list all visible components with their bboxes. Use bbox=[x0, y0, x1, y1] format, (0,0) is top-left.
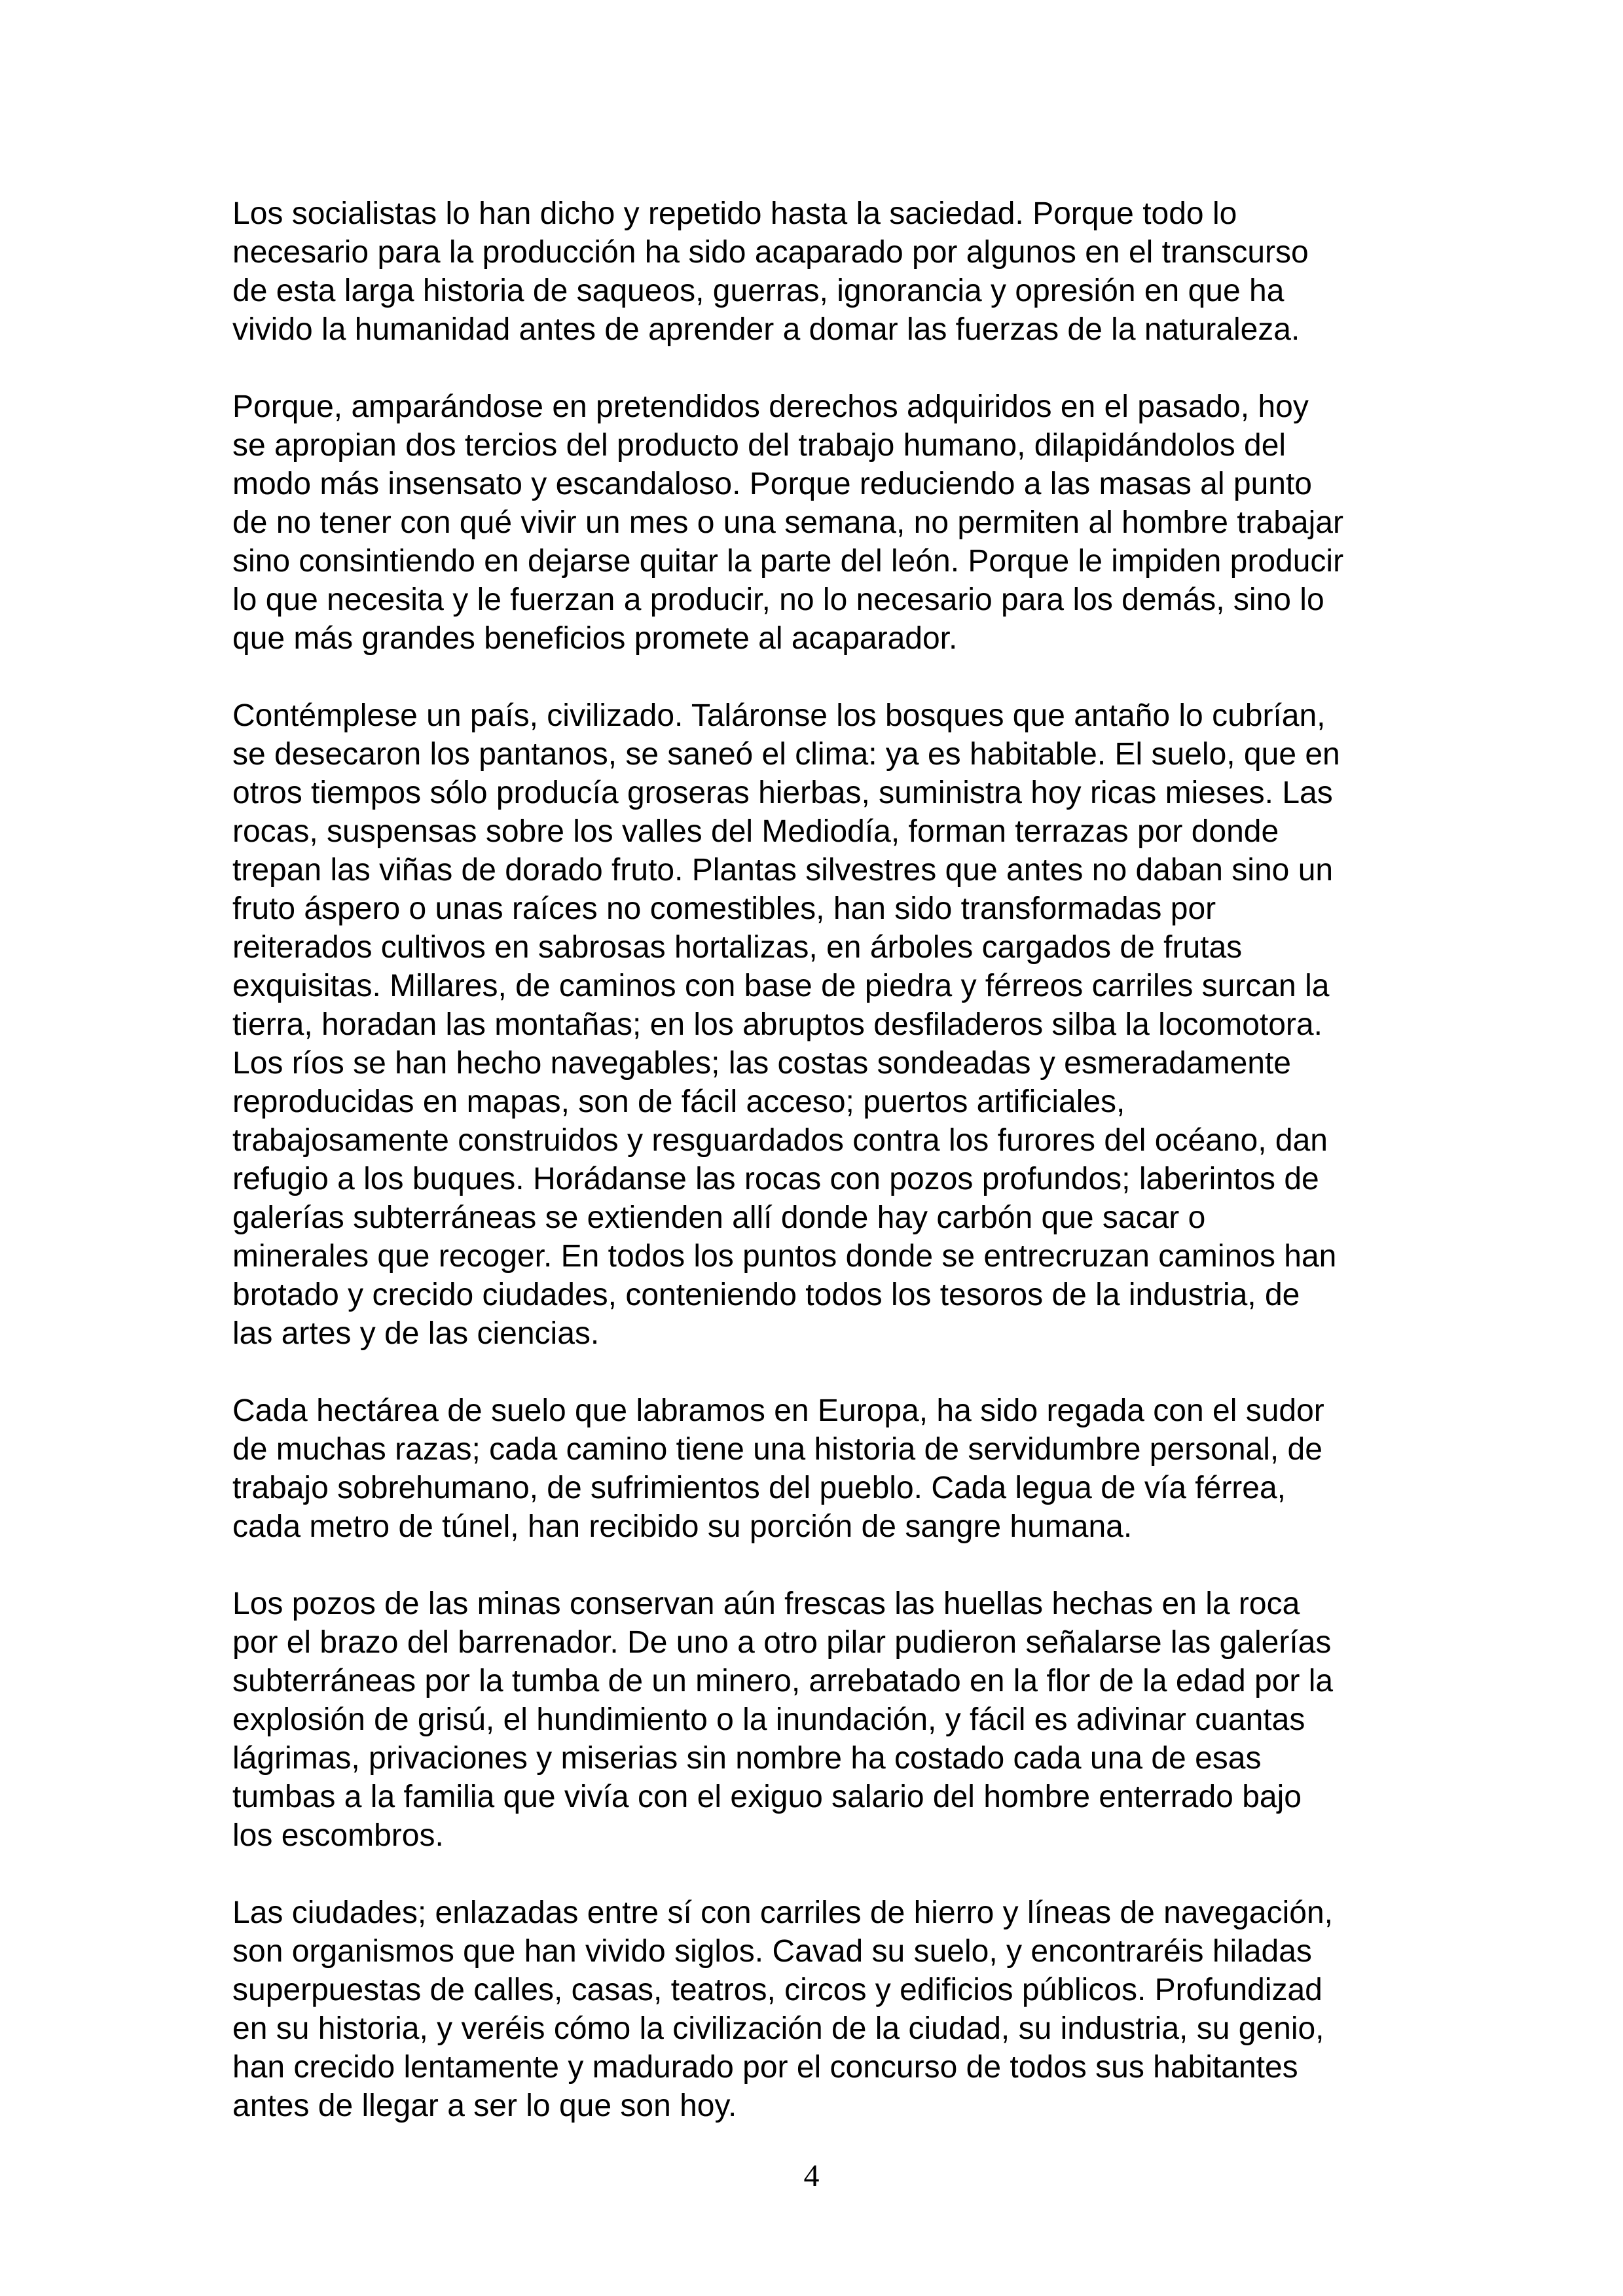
text-line: lo que necesita y le fuerzan a producir, no lo necesario para los demás, sino lo bbox=[232, 583, 1324, 617]
text-line: trabajo sobrehumano, de sufrimientos del pueblo. Cada legua de vía férrea, bbox=[232, 1471, 1286, 1505]
text-line: antes de llegar a ser lo que son hoy. bbox=[232, 2089, 737, 2123]
text-line: exquisitas. Millares, de caminos con base de piedra y férreos carriles surcan la bbox=[232, 969, 1330, 1003]
text-line: de esta larga historia de saqueos, guerras, ignorancia y opresión en que ha bbox=[232, 274, 1285, 308]
text-line: las artes y de las ciencias. bbox=[232, 1316, 600, 1351]
text-line: reproducidas en mapas, son de fácil acceso; puertos artificiales, bbox=[232, 1085, 1125, 1119]
text-line: rocas, suspensas sobre los valles del Mediodía, forman terrazas por donde bbox=[232, 814, 1279, 849]
text-line: que más grandes beneficios promete al acaparador. bbox=[232, 621, 958, 656]
text-line: minerales que recoger. En todos los puntos donde se entrecruzan caminos han bbox=[232, 1239, 1337, 1274]
text-line: Cada hectárea de suelo que labramos en Europa, ha sido regada con el sudor bbox=[232, 1393, 1324, 1428]
text-line: han crecido lentamente y madurado por el concurso de todos sus habitantes bbox=[232, 2050, 1298, 2085]
text-line: trepan las viñas de dorado fruto. Plantas silvestres que antes no daban sino un bbox=[232, 853, 1334, 888]
text-line: subterráneas por la tumba de un minero, arrebatado en la flor de la edad por la bbox=[232, 1664, 1334, 1698]
text-line: Contémplese un país, civilizado. Taláronse los bosques que antaño lo cubrían, bbox=[232, 698, 1326, 733]
text-line: los escombros. bbox=[232, 1818, 444, 1853]
text-line: trabajosamente construidos y resguardados contra los furores del océano, dan bbox=[232, 1123, 1328, 1158]
text-line: de muchas razas; cada camino tiene una historia de servidumbre personal, de bbox=[232, 1432, 1322, 1467]
paragraph bbox=[232, 194, 1421, 349]
text-line: tumbas a la familia que vivía con el exiguo salario del hombre enterrado bajo bbox=[232, 1780, 1302, 1814]
text-line: Los socialistas lo han dicho y repetido hasta la saciedad. Porque todo lo bbox=[232, 196, 1237, 231]
text-line: se desecaron los pantanos, se saneó el clima: ya es habitable. El suelo, que en bbox=[232, 737, 1340, 772]
text-line: Las ciudades; enlazadas entre sí con carriles de hierro y líneas de navegación, bbox=[232, 1895, 1334, 1930]
text-line: otros tiempos sólo producía groseras hierbas, suministra hoy ricas mieses. Las bbox=[232, 776, 1333, 810]
paragraph bbox=[232, 1585, 1421, 1855]
text-line: superpuestas de calles, casas, teatros, circos y edificios públicos. Profundizad bbox=[232, 1973, 1322, 2007]
body-text bbox=[232, 194, 1421, 2125]
text-line: galerías subterráneas se extienden allí donde hay carbón que sacar o bbox=[232, 1200, 1206, 1235]
paragraph bbox=[232, 1893, 1421, 2125]
paragraph bbox=[232, 696, 1421, 1353]
text-line: Porque, amparándose en pretendidos derechos adquiridos en el pasado, hoy bbox=[232, 389, 1309, 424]
text-line: brotado y crecido ciudades, conteniendo todos los tesoros de la industria, de bbox=[232, 1278, 1300, 1312]
text-line: explosión de grisú, el hundimiento o la inundación, y fácil es adivinar cuantas bbox=[232, 1702, 1305, 1737]
text-line: Los ríos se han hecho navegables; las costas sondeadas y esmeradamente bbox=[232, 1046, 1291, 1081]
text-line: fruto áspero o unas raíces no comestibles, han sido transformadas por bbox=[232, 891, 1216, 926]
text-line: tierra, horadan las montañas; en los abruptos desfiladeros silba la locomotora. bbox=[232, 1007, 1322, 1042]
text-line: vivido la humanidad antes de aprender a domar las fuerzas de la naturaleza. bbox=[232, 312, 1300, 347]
text-line: modo más insensato y escandaloso. Porque reduciendo a las masas al punto bbox=[232, 467, 1312, 501]
text-line: en su historia, y veréis cómo la civilización de la ciudad, su industria, su genio, bbox=[232, 2011, 1324, 2046]
text-line: reiterados cultivos en sabrosas hortalizas, en árboles cargados de frutas bbox=[232, 930, 1243, 965]
text-line: lágrimas, privaciones y miserias sin nombre ha costado cada una de esas bbox=[232, 1741, 1262, 1776]
text-line: Los pozos de las minas conservan aún frescas las huellas hechas en la roca bbox=[232, 1587, 1300, 1621]
paragraph bbox=[232, 1391, 1421, 1546]
text-line: cada metro de túnel, han recibido su porción de sangre humana. bbox=[232, 1509, 1133, 1544]
text-line: sino consintiendo en dejarse quitar la parte del león. Porque le impiden producir bbox=[232, 544, 1344, 579]
text-line: por el brazo del barrenador. De uno a otro pilar pudieron señalarse las galerías bbox=[232, 1625, 1332, 1660]
text-line: refugio a los buques. Horádanse las rocas con pozos profundos; laberintos de bbox=[232, 1162, 1319, 1196]
text-line: de no tener con qué vivir un mes o una semana, no permiten al hombre trabajar bbox=[232, 505, 1343, 540]
text-line: son organismos que han vivido siglos. Cavad su suelo, y encontraréis hiladas bbox=[232, 1934, 1312, 1969]
paragraph bbox=[232, 387, 1421, 658]
text-line: se apropian dos tercios del producto del trabajo humano, dilapidándolos del bbox=[232, 428, 1286, 463]
page-number: 4 bbox=[803, 2159, 820, 2193]
text-line: necesario para la producción ha sido acaparado por algunos en el transcurso bbox=[232, 235, 1309, 270]
